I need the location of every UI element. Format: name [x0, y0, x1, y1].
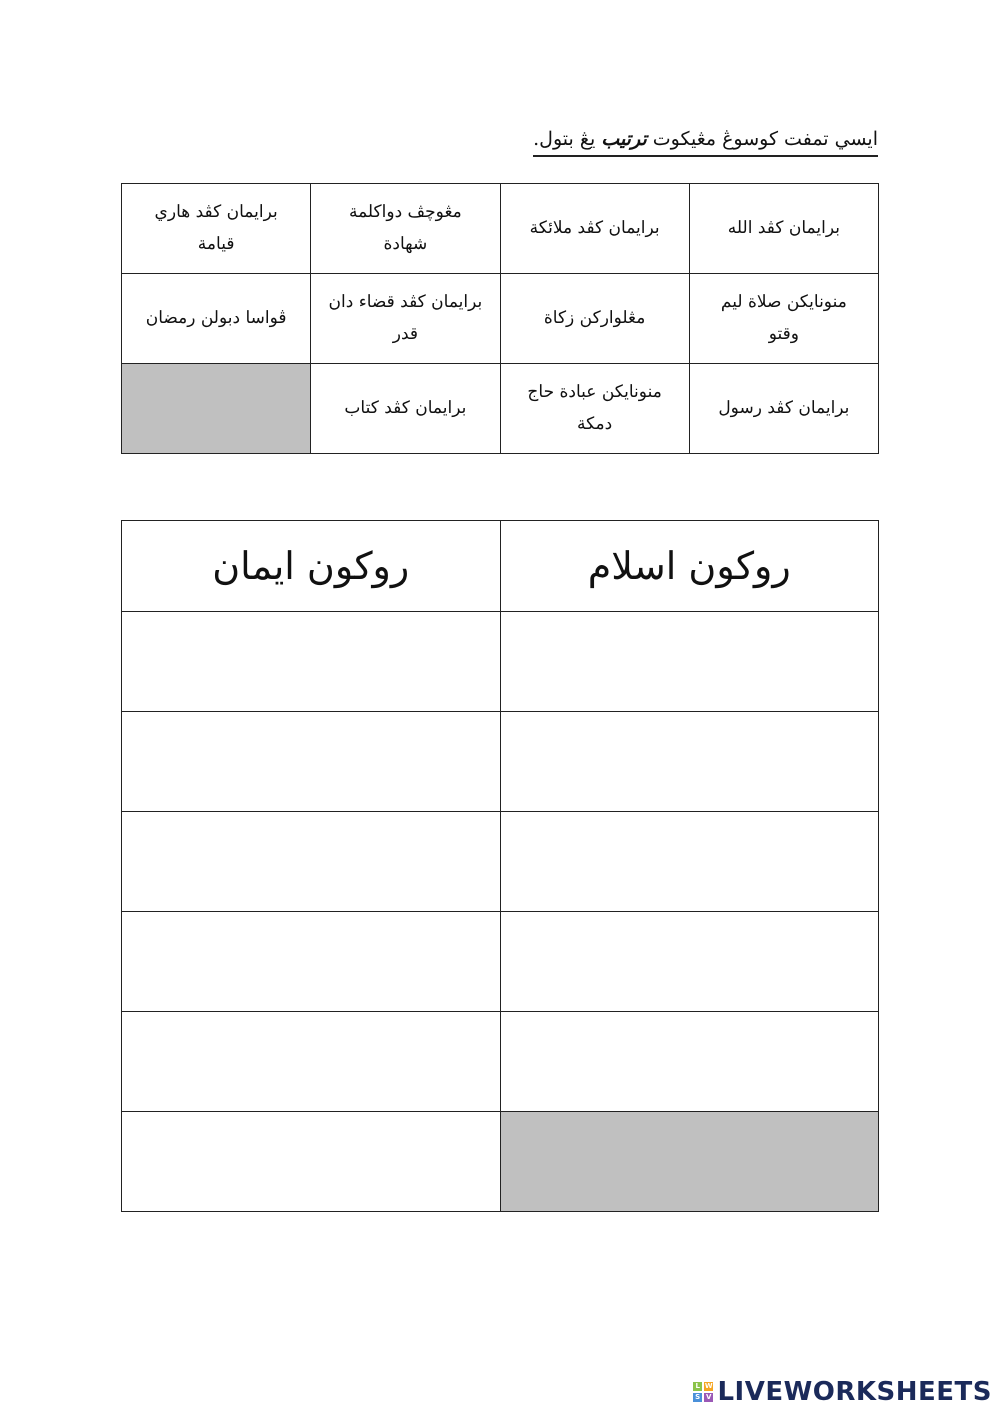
drop-zone-iman[interactable] [122, 1012, 501, 1112]
drop-zone-islam[interactable] [500, 612, 879, 712]
instruction-bold-word: ترتيب [601, 128, 647, 150]
logo-letter: W [704, 1382, 714, 1390]
liveworksheets-brand[interactable] [693, 1377, 992, 1407]
sorting-row [122, 1012, 879, 1112]
drop-zone-iman[interactable] [122, 912, 501, 1012]
header-rukun-iman: روكون ايمان [122, 521, 501, 612]
instruction-text-start: ايسي تمفت كوسوڠ مڠيكوت [646, 128, 878, 150]
word-bank-row [122, 274, 879, 364]
word-card[interactable]: برايمان كڤد كتاب [311, 364, 500, 454]
word-card[interactable]: ڤواسا دبولن رمضان [122, 274, 311, 364]
logo-letter: V [705, 1393, 712, 1401]
drop-zone-iman[interactable] [122, 1112, 501, 1212]
instruction-line [533, 128, 878, 157]
word-card[interactable]: منونايكن عبادة حاج دمكة [500, 364, 689, 454]
sorting-row [122, 612, 879, 712]
sorting-row [122, 912, 879, 1012]
sorting-row [122, 1112, 879, 1212]
sorting-table [121, 520, 879, 1212]
word-bank-row [122, 364, 879, 454]
drop-zone-iman[interactable] [122, 812, 501, 912]
word-card[interactable]: مڠلواركن زكاة [500, 274, 689, 364]
blank-grey-cell [122, 364, 311, 454]
word-card[interactable]: منونايكن صلاة ليم وقتو [689, 274, 878, 364]
word-card[interactable]: برايمان كڤد هاري قيامة [122, 184, 311, 274]
instruction-text-end: يڠ بتول. [533, 128, 602, 150]
drop-zone-islam[interactable] [500, 812, 879, 912]
drop-zone-islam[interactable] [500, 712, 879, 812]
word-bank-table [121, 183, 879, 454]
blank-grey-cell [500, 1112, 879, 1212]
word-card[interactable]: برايمان كڤد الله [689, 184, 878, 274]
header-rukun-islam: روكون اسلام [500, 521, 879, 612]
word-card[interactable]: مڠوچڤ دواكلمة شهادة [311, 184, 500, 274]
sorting-row [122, 712, 879, 812]
drop-zone-iman[interactable] [122, 712, 501, 812]
liveworksheets-logo-icon [693, 1382, 713, 1402]
logo-letter: L [693, 1382, 702, 1391]
word-card[interactable]: برايمان كڤد قضاء دان قدر [311, 274, 500, 364]
word-card[interactable]: برايمان كڤد رسول [689, 364, 878, 454]
word-bank-row [122, 184, 879, 274]
drop-zone-iman[interactable] [122, 612, 501, 712]
sorting-row [122, 812, 879, 912]
logo-letter: S [695, 1393, 701, 1401]
brand-name: LIVEWORKSHEETS [717, 1377, 992, 1407]
drop-zone-islam[interactable] [500, 912, 879, 1012]
drop-zone-islam[interactable] [500, 1012, 879, 1112]
word-card[interactable]: برايمان كڤد ملائكة [500, 184, 689, 274]
sorting-header-row [122, 521, 879, 612]
